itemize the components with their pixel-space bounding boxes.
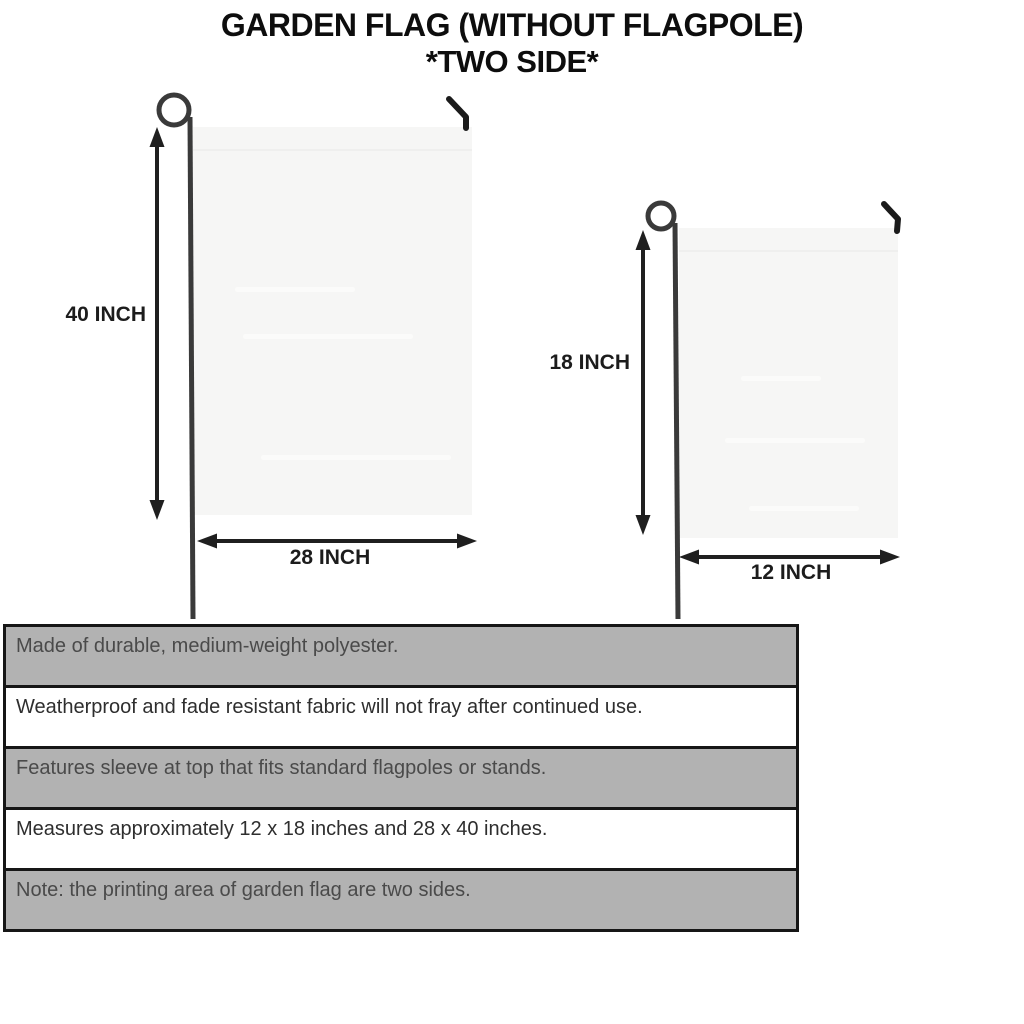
large-flag-height-arrow: [150, 127, 165, 520]
feature-text: Measures approximately 12 x 18 inches and 28 x 40 inches.: [16, 818, 548, 840]
small-flag-hook-icon: [884, 204, 898, 231]
pole-shaft: [675, 223, 678, 619]
feature-row: [6, 871, 796, 929]
feature-text: Made of durable, medium-weight polyester.: [16, 635, 399, 657]
large-flag-hook-icon: [449, 99, 466, 128]
feature-table: [3, 624, 799, 932]
pole-loop-icon: [648, 203, 674, 229]
pole-shaft: [190, 117, 193, 619]
feature-text: Note: the printing area of garden flag are two sides.: [16, 879, 471, 901]
small-flag-width-label: 12 INCH: [750, 561, 832, 584]
large-flag-width-label: 28 INCH: [289, 546, 371, 569]
large-flag-pole: [159, 95, 193, 619]
feature-row: [6, 627, 796, 688]
large-flag-height-label: 40 INCH: [65, 303, 146, 326]
small-flag-pole: [648, 203, 678, 619]
page-title-line1: GARDEN FLAG (WITHOUT FLAGPOLE): [220, 7, 804, 43]
page-title-line2: *TWO SIDE*: [425, 44, 599, 79]
small-flag-height-arrow: [636, 230, 651, 535]
feature-row: [6, 688, 796, 749]
small-flag-height-label: 18 INCH: [549, 351, 630, 374]
feature-text: Features sleeve at top that fits standard flagpoles or stands.: [16, 757, 547, 779]
pole-loop-icon: [159, 95, 189, 125]
feature-text: Weatherproof and fade resistant fabric will not fray after continued use.: [16, 696, 643, 718]
feature-row: [6, 749, 796, 810]
feature-row: [6, 810, 796, 871]
